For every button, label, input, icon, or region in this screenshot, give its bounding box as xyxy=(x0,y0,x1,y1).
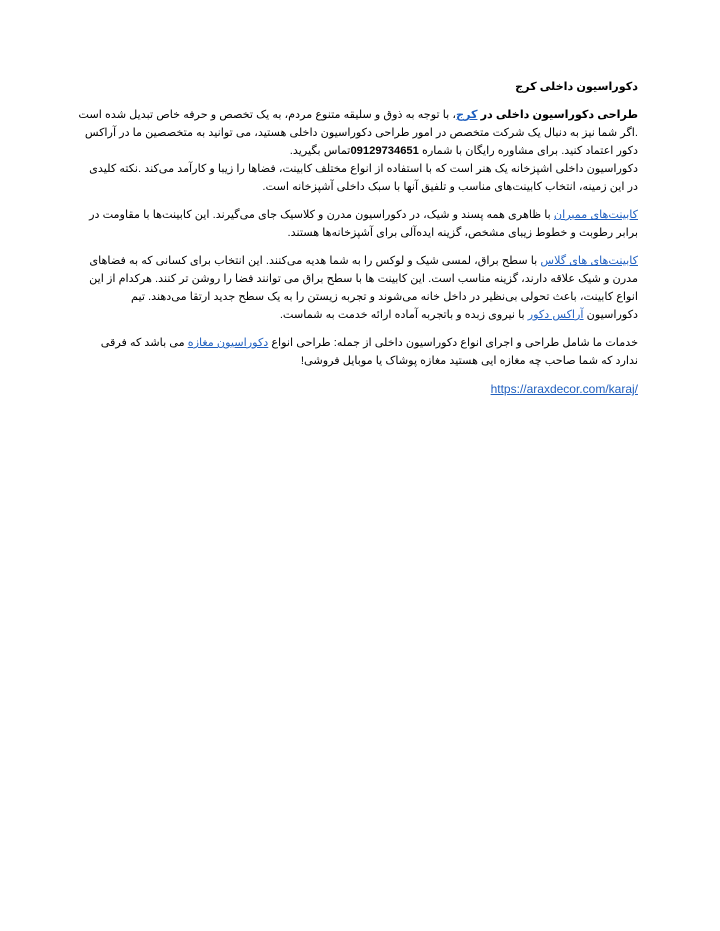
paragraph-membrane xyxy=(78,206,638,242)
phone-number: 09129734651 xyxy=(350,145,419,157)
intro-body-a: ، با توجه به ذوق و سلیقه متنوع مردم، به یک تخصص و حرفه خاص تبدیل شده است .اگر شما نیز به دنبال یک شرکت متخصص در امور طراحی دکوراسیون داخلی هستید، می توانید به متخصصین ما در آراکس دکور اعتماد کنید. برای مشاوره رایگان با شماره xyxy=(78,109,638,157)
paragraph-glass xyxy=(78,252,638,324)
url-line xyxy=(78,380,638,399)
intro-lead xyxy=(456,109,638,121)
services-text-a: خدمات ما شامل طراحی و اجرای انواع دکوراسیون داخلی از جمله: طراحی انواع xyxy=(268,337,638,349)
membrane-cabinets-link[interactable]: کابینت‌های ممبران xyxy=(553,209,638,221)
glass-cabinets-link[interactable]: کابینت‌های های گلاس xyxy=(540,255,638,267)
karaj-link[interactable]: کرج xyxy=(455,109,478,121)
intro-body-b: تماس بگیرید. xyxy=(289,145,351,157)
intro-body-c: دکوراسیون داخلی اشپزخانه یک هنر است که با استفاده از انواع مختلف کابینت، فضاها را زیبا و کارآمد می‌کند .نکته کلیدی در این زمینه، انتخاب کابینت‌های مناسب و تلفیق آنها با سبک داخلی آشپزخانه است. xyxy=(89,163,638,193)
shop-decoration-link[interactable]: دکوراسیون مغازه xyxy=(187,337,269,349)
glass-text-b: با نیروی زبده و باتجربه آماده ارائه خدمت به شماست. xyxy=(279,309,528,321)
arax-decor-link[interactable]: آراکس دکور xyxy=(527,309,584,321)
document-title: دکوراسیون داخلی کرج xyxy=(515,81,638,93)
paragraph-intro xyxy=(78,106,638,196)
intro-lead-text: طراحی دکوراسیون داخلی در xyxy=(477,109,638,121)
website-url-link[interactable]: https://araxdecor.com/karaj/ xyxy=(490,382,638,396)
paragraph-services xyxy=(78,334,638,370)
document-page xyxy=(78,78,638,399)
services-text-b: می باشد که فرقی ندارد که شما صاحب چه مغازه ایی هستید مغازه پوشاک یا موبایل فروشی! xyxy=(100,337,638,367)
membrane-text: با ظاهری همه پسند و شیک، در دکوراسیون مدرن و کلاسیک جای می‌گیرند. این کابینت‌ها با مقاومت در برابر رطوبت و خطوط زیبای مشخص، گزینه ایده‌آلی برای آشپزخانه‌ها هستند. xyxy=(89,209,638,239)
glass-text-a: با سطح براق، لمسی شیک و لوکس را به شما هدیه می‌کنند. این انتخاب برای کسانی که به فضاهای مدرن و شیک علاقه دارند، گزینه مناسب است. این کابینت ها با سطح براق می توانند فضا را روشن تر کنند. هرکدام از این انواع کابینت، باعث تحولی بی‌نظیر در داخل خانه می‌شوند و تجربه زیستن را به یک سطح جدید ارتقا می‌دهند. تیم دکوراسیون xyxy=(89,255,638,321)
